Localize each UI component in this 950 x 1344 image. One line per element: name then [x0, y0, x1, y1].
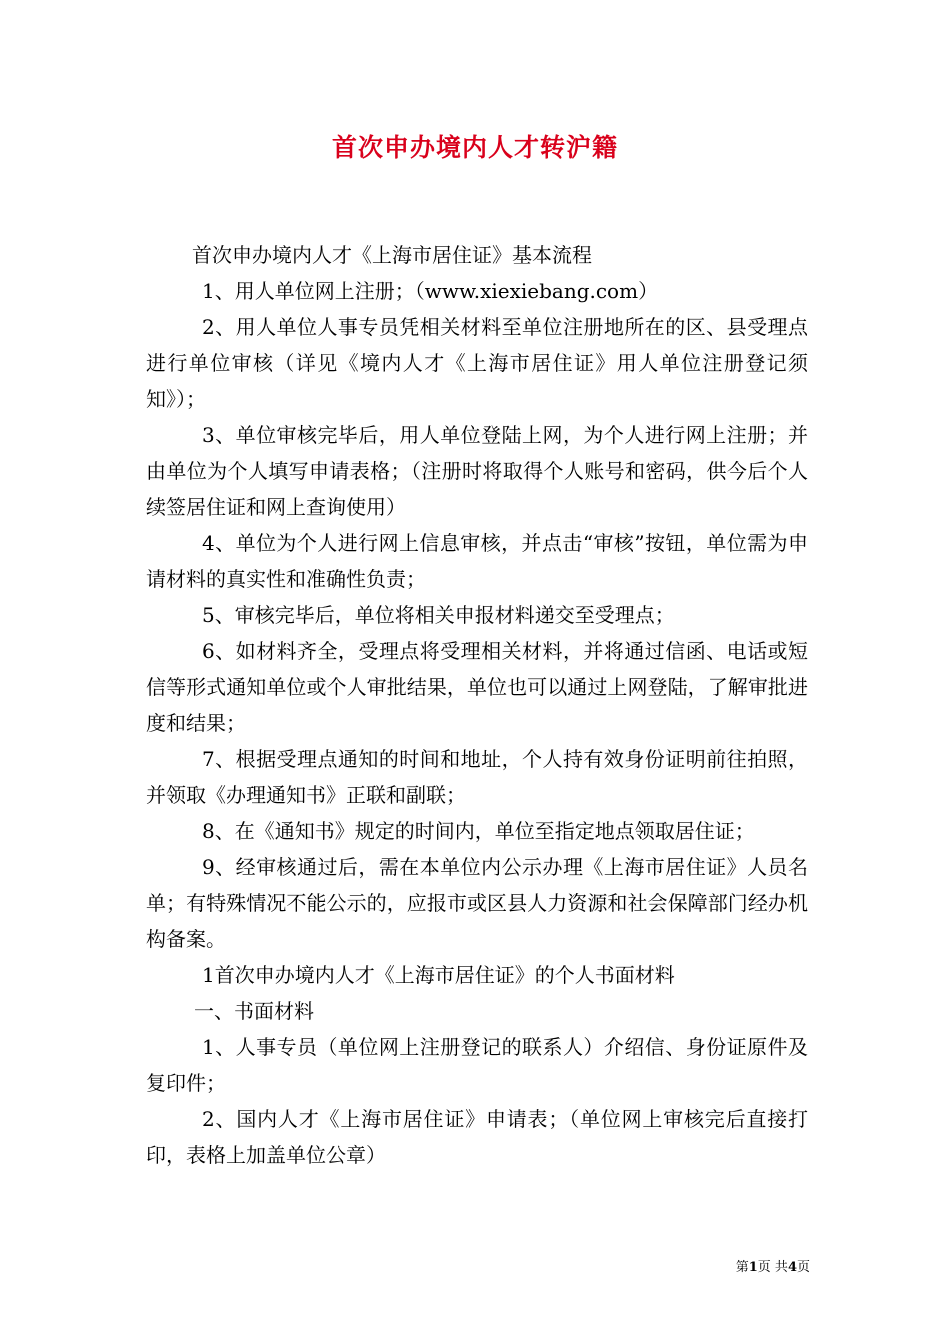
- paragraph: 5、审核完毕后，单位将相关申报材料递交至受理点；: [202, 603, 675, 627]
- paragraph: 2、国内人才《上海市居住证》申请表；（单位网上审核完后直接打印，表格上加盖单位公章）: [146, 1107, 808, 1167]
- footer-current-page: 1: [748, 1260, 758, 1275]
- footer-total-pages: 4: [787, 1260, 797, 1275]
- page-footer: [700, 1259, 810, 1277]
- footer-prefix: 第: [735, 1260, 749, 1275]
- paragraph: 6、如材料齐全，受理点将受理相关材料，并将通过信函、电话或短信等形式通知单位或个人审批结果，单位也可以通过上网登陆，了解审批进度和结果；: [146, 639, 808, 735]
- paragraph: 首次申办境内人才《上海市居住证》基本流程: [192, 243, 592, 267]
- paragraph: 3、单位审核完毕后，用人单位登陆上网，为个人进行网上注册；并由单位为个人填写申请表格；（注册时将取得个人账号和密码，供今后个人续签居住证和网上查询使用）: [146, 423, 808, 519]
- paragraph: 8、在《通知书》规定的时间内，单位至指定地点领取居住证；: [202, 819, 755, 843]
- paragraph: 1、用人单位网上注册；（www.xiexiebang.com）: [202, 279, 659, 303]
- footer-middle: 页 共: [757, 1260, 788, 1275]
- paragraph: 1、人事专员（单位网上注册登记的联系人）介绍信、身份证原件及复印件；: [146, 1035, 808, 1095]
- paragraph: 2、用人单位人事专员凭相关材料至单位注册地所在的区、县受理点进行单位审核（详见《境内人才《上海市居住证》用人单位注册登记须知》）；: [146, 315, 808, 411]
- paragraph: 一、书面材料: [194, 999, 314, 1023]
- paragraph: 9、经审核通过后，需在本单位内公示办理《上海市居住证》人员名单；有特殊情况不能公示的，应报市或区县人力资源和社会保障部门经办机构备案。: [146, 855, 808, 951]
- paragraph: 7、根据受理点通知的时间和地址，个人持有效身份证明前往拍照，并领取《办理通知书》正联和副联；: [146, 747, 808, 807]
- paragraph: 1首次申办境内人才《上海市居住证》的个人书面材料: [202, 963, 675, 987]
- document-body: [146, 237, 808, 1173]
- document-title: 首次申办境内人才转沪籍: [331, 133, 618, 162]
- footer-suffix: 页: [796, 1260, 810, 1275]
- paragraph: 4、单位为个人进行网上信息审核，并点击“审核”按钮，单位需为申请材料的真实性和准确性负责；: [146, 531, 808, 591]
